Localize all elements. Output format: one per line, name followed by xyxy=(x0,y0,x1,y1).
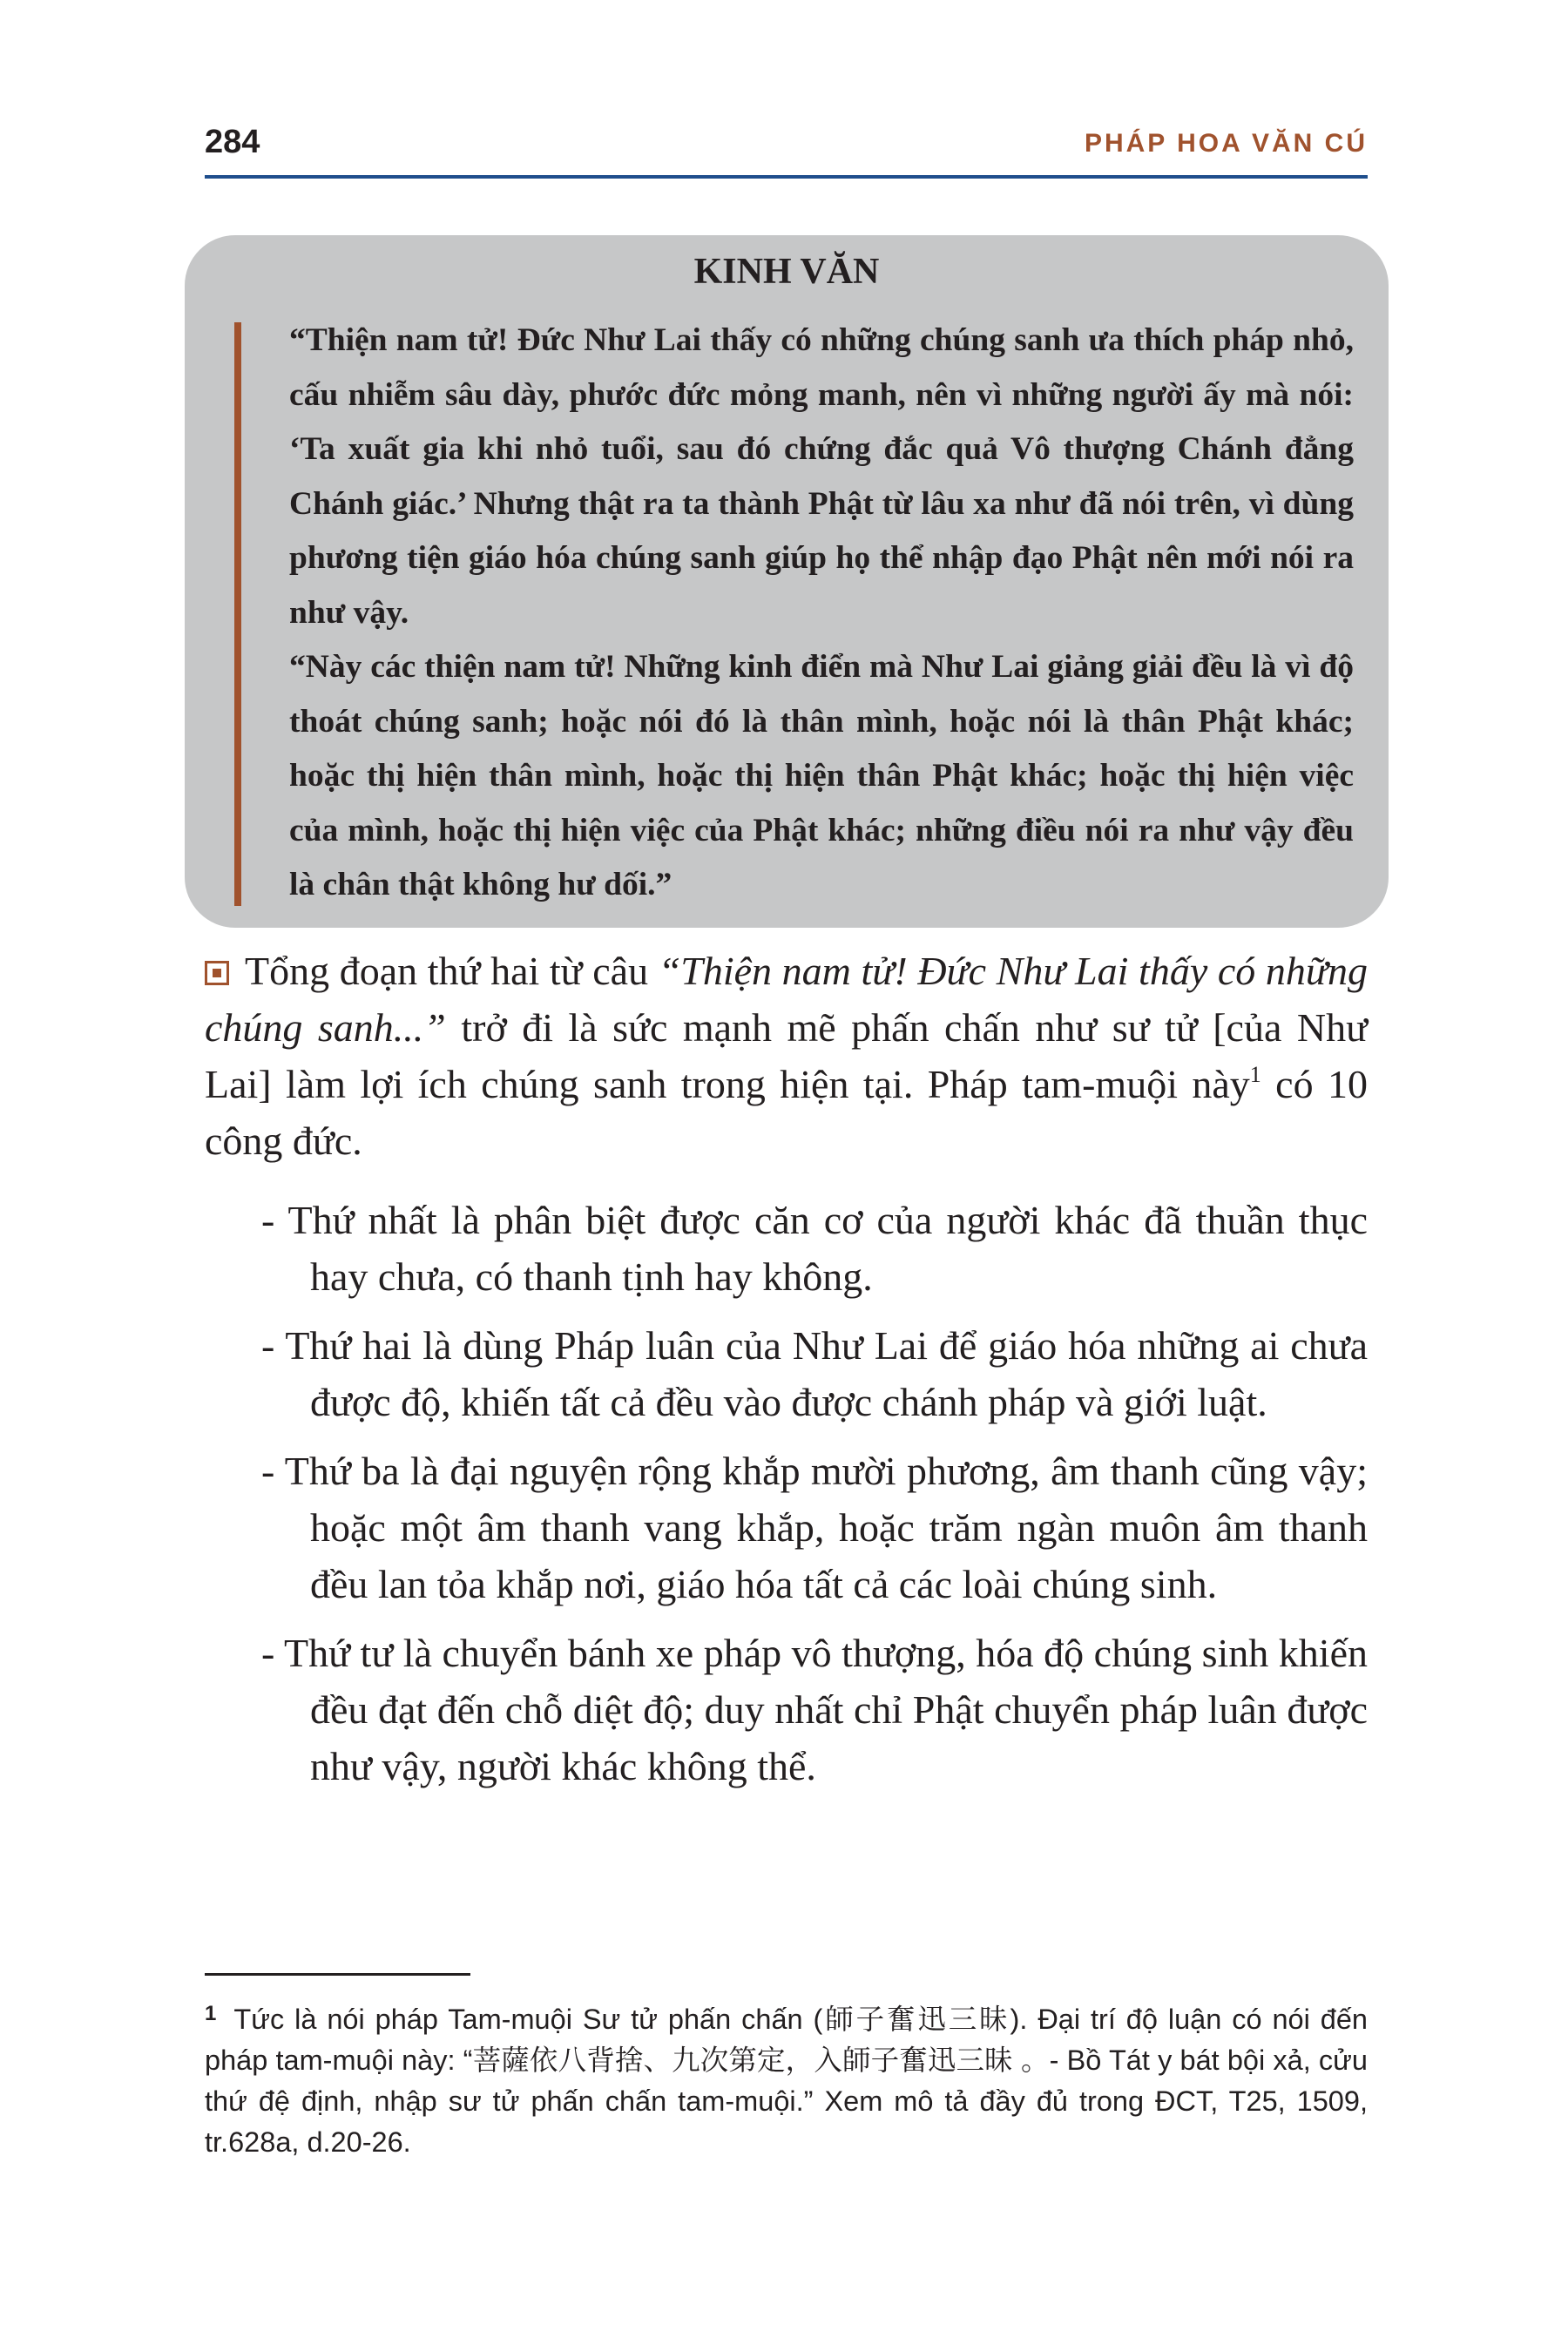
scripture-box xyxy=(185,235,1389,928)
page-header xyxy=(205,124,1368,176)
footnote xyxy=(205,1993,1368,2163)
commentary-middle: trở đi là sức mạnh mẽ phấn chấn như sư tử [của Như Lai] làm lợi ích chúng sanh trong hiện tại. Pháp tam-muội này xyxy=(205,1005,1369,1106)
running-title: PHÁP HOA VĂN CÚ xyxy=(1084,129,1368,158)
scripture-paragraph-2: “Này các thiện nam tử! Những kinh điển mà Như Lai giảng giải đều là vì độ thoát chúng sanh; hoặc nói đó là thân mình, hoặc nói là thân Phật khác; hoặc thị hiện thân mình, hoặc thị hiện thân Phật khác; hoặc thị hiện việc của mình, hoặc thị hiện việc của Phật khác; những điều nói ra như vậy đều là chân thật không hư dối.” xyxy=(289,649,1354,902)
list-item: - Thứ ba là đại nguyện rộng khắp mười phương, âm thanh cũng vậy; hoặc một âm thanh vang khắp, hoặc trăm ngàn muôn âm thanh đều lan tỏa khắp nơi, giáo hóa tất cả các loài chúng sinh. xyxy=(261,1449,1368,1606)
scripture-text xyxy=(289,314,1354,913)
commentary-intro: Tổng đoạn thứ hai từ câu xyxy=(245,949,659,993)
list-item: - Thứ tư là chuyển bánh xe pháp vô thượng, hóa độ chúng sinh khiến đều đạt đến chỗ diệt độ; duy nhất chỉ Phật chuyển pháp luân được như vậy, người khác không thể. xyxy=(261,1631,1368,1788)
page-number: 284 xyxy=(205,124,260,160)
list-item: - Thứ nhất là phân biệt được căn cơ của người khác đã thuần thục hay chưa, có thanh tịnh hay không. xyxy=(261,1198,1368,1299)
commentary-quote: “Thiện nam tử! Đức Như Lai thấy có những chúng sanh...” xyxy=(205,949,1368,1050)
commentary-paragraph xyxy=(205,943,1368,1169)
merits-list xyxy=(261,1192,1368,1807)
footnote-text: Tức là nói pháp Tam-muội Sư tử phấn chấn (師子奮迅三昧). Đại trí độ luận có nói đến pháp tam-muội này: “菩薩依八背捨、九次第定，入師子奮迅三昧 。- Bồ Tát y bát bội xả, cửu thứ đệ định, nhập sư tử phấn chấn tam-muội.” Xem mô tả đầy đủ trong ĐCT, T25, 1509, tr.628a, d.20-26. xyxy=(205,2004,1368,2158)
list-item: - Thứ hai là dùng Pháp luân của Như Lai để giáo hóa những ai chưa được độ, khiến tất cả đều vào được chánh pháp và giới luật. xyxy=(261,1323,1368,1424)
square-bullet-icon xyxy=(205,961,229,985)
commentary-ending: có 10 công đức. xyxy=(205,1062,1368,1163)
footnote-number: 1 xyxy=(205,2002,217,2025)
footnote-reference[interactable]: 1 xyxy=(1249,1062,1261,1087)
footnote-rule xyxy=(205,1973,470,1976)
scripture-accent-bar xyxy=(234,322,241,906)
header-rule xyxy=(205,175,1368,179)
scripture-paragraph-1: “Thiện nam tử! Đức Như Lai thấy có những chúng sanh ưa thích pháp nhỏ, cấu nhiễm sâu dày, phước đức mỏng manh, nên vì những người ấy mà nói: ‘Ta xuất gia khi nhỏ tuổi, sau đó chứng đắc quả Vô thượng Chánh đẳng Chánh giác.’ Nhưng thật ra ta thành Phật từ lâu xa như đã nói trên, vì dùng phương tiện giáo hóa chúng sanh giúp họ thể nhập đạo Phật nên mới nói ra như vậy. xyxy=(289,322,1354,631)
scripture-heading: KINH VĂN xyxy=(693,252,880,292)
